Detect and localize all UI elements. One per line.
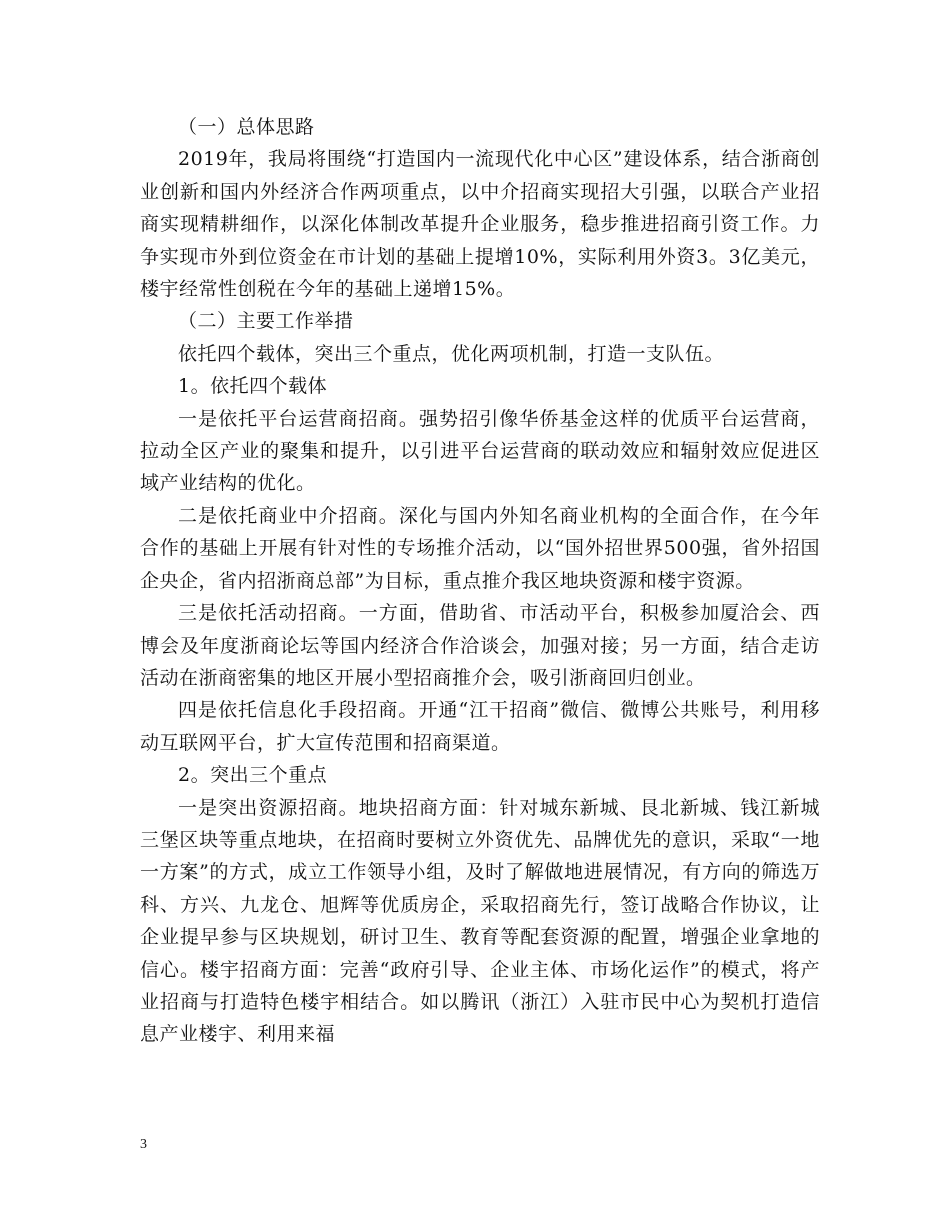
paragraph-overall-goals: 2019年，我局将围绕“打造国内一流现代化中心区”建设体系，结合浙商创业创新和国内外经济合作两项重点，以中介招商实现招大引强，以联合产业招商实现精耕细作，以深化体制改革提升企业服务，稳步推进招商引资工作。力争实现市外到位资金在市计划的基础上提增10%，实际利用外资3。3亿美元，楼宇经常性创税在今年的基础上递增15%。 — [140, 148, 820, 301]
paragraph-business-agency: 二是依托商业中介招商。深化与国内外知名商业机构的全面合作，在今年合作的基础上开展有针对性的专场推介活动，以“国外招世界500强，省外招国企央企，省内招浙商总部”为目标，重点推介我区地块资源和楼宇资源。 — [140, 504, 820, 592]
section-heading-overall-approach: （一）总体思路 — [178, 116, 315, 138]
paragraph-event-investment: 三是依托活动招商。一方面，借助省、市活动平台，积极参加厦洽会、西博会及年度浙商论坛等国内经济合作洽谈会，加强对接；另一方面，结合走访活动在浙商密集的地区开展小型招商推介会，吸引浙商回归创业。 — [140, 602, 820, 689]
subheading-three-focus-points: 2。突出三个重点 — [178, 764, 328, 787]
page-number: 3 — [140, 1137, 147, 1152]
paragraph-measures-summary: 依托四个载体，突出三个重点，优化两项机制，打造一支队伍。 — [178, 342, 725, 365]
paragraph-resource-investment: 一是突出资源招商。地块招商方面：针对城东新城、艮北新城、钱江新城三堡区块等重点地块，在招商时要树立外资优先、品牌优先的意识，采取“一地一方案”的方式，成立工作领导小组，及时了解做地进展情况，有方向的筛选万科、方兴、九龙仓、旭辉等优质房企，采取招商先行，签订战略合作协议，让企业提早参与区块规划，研讨卫生、教育等配套资源的配置，增强企业拿地的信心。楼宇招商方面：完善“政府引导、企业主体、市场化运作”的模式，将产业招商与打造特色楼宇相结合。如以腾讯（浙江）入驻市民中心为契机打造信息产业楼宇、利用来福 — [140, 796, 820, 1046]
paragraph-platform-operator: 一是依托平台运营商招商。强势招引像华侨基金这样的优质平台运营商，拉动全区产业的聚集和提升，以引进平台运营商的联动效应和辐射效应促进区域产业结构的优化。 — [140, 407, 820, 495]
section-heading-main-measures: （二）主要工作举措 — [178, 310, 354, 333]
subheading-four-carriers: 1。依托四个载体 — [178, 375, 328, 398]
page-content — [140, 111, 820, 1051]
paragraph-information-channels: 四是依托信息化手段招商。开通“江干招商”微信、微博公共账号，利用移动互联网平台，扩大宣传范围和招商渠道。 — [140, 699, 820, 754]
